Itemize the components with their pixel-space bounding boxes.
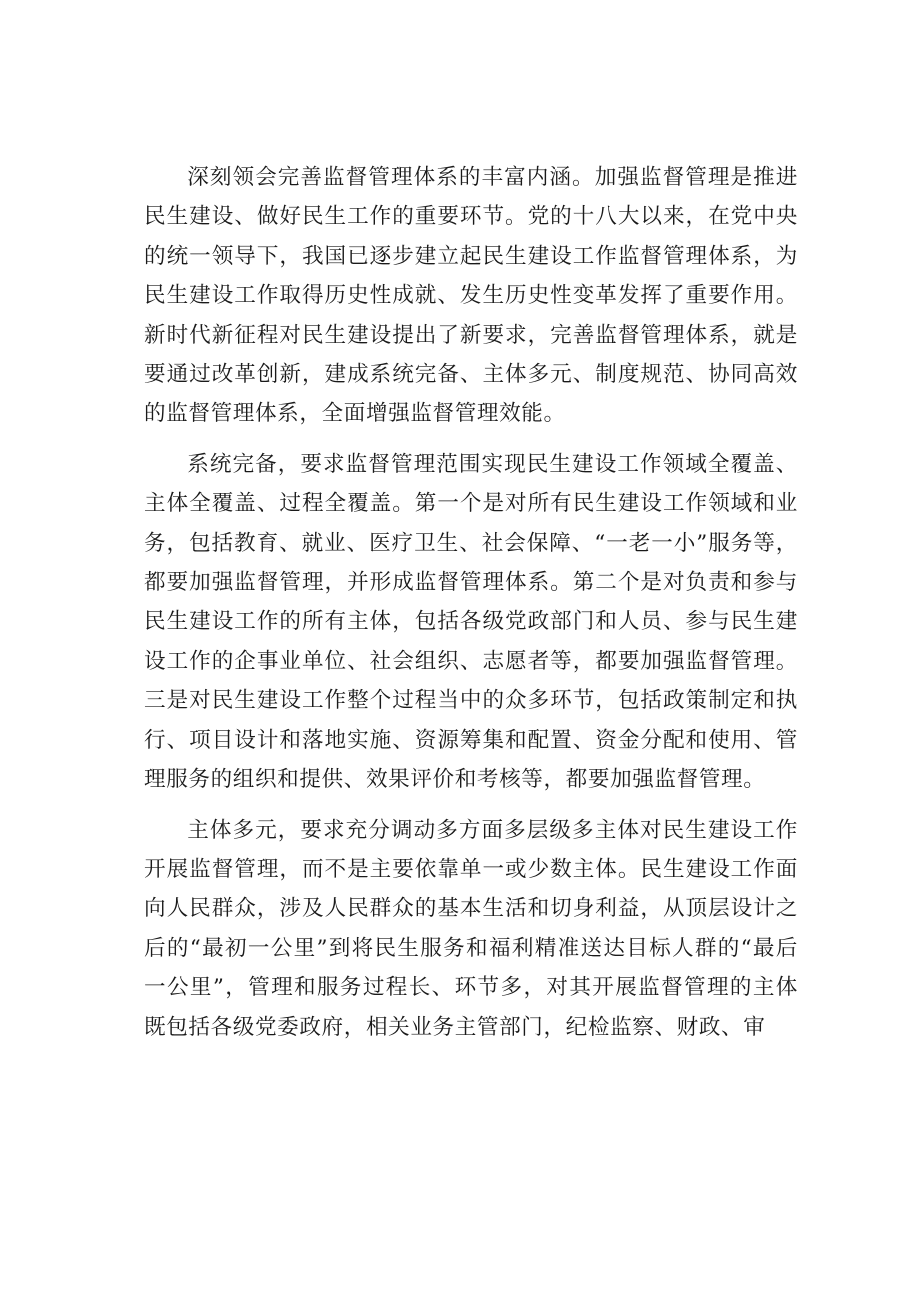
paragraph-2: 系统完备，要求监督管理范围实现民生建设工作领域全覆盖、主体全覆盖、过程全覆盖。第一个是对所有民生建设工作领域和业务，包括教育、就业、医疗卫生、社会保障、“一老一小”服务等，都要加强监督管理，并形成监督管理体系。第二个是对负责和参与民生建设工作的所有主体，包括各级党政部门和人员、参与民生建设工作的企事业单位、社会组织、志愿者等，都要加强监督管理。三是对民生建设工作整个过程当中的众多环节，包括政策制定和执行、项目设计和落地实施、资源筹集和配置、资金分配和使用、管理服务的组织和提供、效果评价和考核等，都要加强监督管理。 xyxy=(144,451,798,793)
paragraph-3: 主体多元，要求充分调动多方面多层级多主体对民生建设工作开展监督管理，而不是主要依靠单一或少数主体。民生建设工作面向人民群众，涉及人民群众的基本生活和切身利益，从顶层设计之后的“最初一公里”到将民生服务和福利精准送达目标人群的“最后一公里”，管理和服务过程长、环节多，对其开展监督管理的主体既包括各级党委政府，相关业务主管部门，纪检监察、财政、审 xyxy=(144,817,798,1040)
document-body xyxy=(144,158,798,1047)
paragraph-1: 深刻领会完善监督管理体系的丰富内涵。加强监督管理是推进民生建设、做好民生工作的重要环节。党的十八大以来，在党中央的统一领导下，我国已逐步建立起民生建设工作监督管理体系，为民生建设工作取得历史性成就、发生历史性变革发挥了重要作用。新时代新征程对民生建设提出了新要求，完善监督管理体系，就是要通过改革创新，建成系统完备、主体多元、制度规范、协同高效的监督管理体系，全面增强监督管理效能。 xyxy=(144,165,798,427)
